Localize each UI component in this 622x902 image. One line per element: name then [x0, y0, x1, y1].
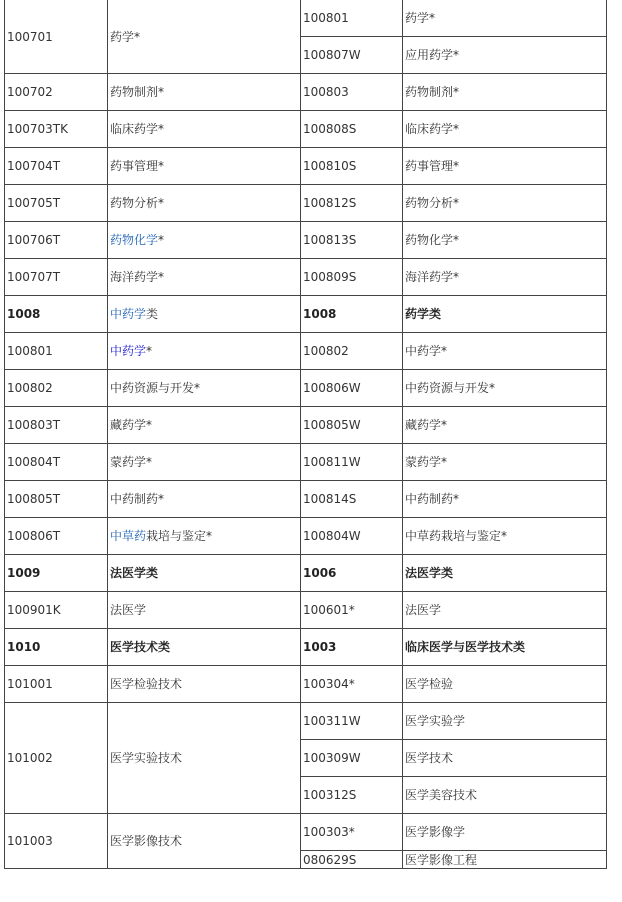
- new-code-cell: 100806T: [5, 518, 108, 555]
- major-suffix: 栽培与鉴定*: [146, 529, 213, 543]
- old-major-cell: 医学影像工程: [403, 851, 607, 869]
- old-code-cell: 100811W: [301, 444, 403, 481]
- new-code-cell: 100805T: [5, 481, 108, 518]
- old-category-code: 1006: [301, 555, 403, 592]
- major-link[interactable]: 中草药: [110, 529, 147, 543]
- old-major-cell: 医学影像学: [403, 814, 607, 851]
- old-major-cell: 药事管理*: [403, 148, 607, 185]
- new-category-code: 1010: [5, 629, 108, 666]
- table-row: [5, 592, 607, 629]
- table-row: [5, 111, 607, 148]
- major-link[interactable]: 药物化学: [110, 233, 159, 247]
- major-suffix: *: [146, 344, 153, 358]
- old-category-code: 1003: [301, 629, 403, 666]
- old-category-name: 药学类: [403, 296, 607, 333]
- table-row: [5, 185, 607, 222]
- new-category-name: 医学技术类: [108, 629, 301, 666]
- category-suffix: 类: [146, 307, 159, 321]
- new-major-cell: 中药资源与开发*: [108, 370, 301, 407]
- old-code-cell: 100309W: [301, 740, 403, 777]
- table-row: [5, 481, 607, 518]
- old-code-cell: 100804W: [301, 518, 403, 555]
- major-comparison-table: [4, 0, 607, 869]
- new-major-cell: 中药制药*: [108, 481, 301, 518]
- category-row: [5, 555, 607, 592]
- old-category-name: 临床医学与医学技术类: [403, 629, 607, 666]
- table-row: [5, 74, 607, 111]
- old-code-cell: 100812S: [301, 185, 403, 222]
- old-major-cell: 临床药学*: [403, 111, 607, 148]
- new-major-cell: 医学影像技术: [108, 814, 301, 869]
- old-major-cell: 医学美容技术: [403, 777, 607, 814]
- table-row: [5, 0, 607, 37]
- table-row: [5, 814, 607, 851]
- old-code-cell: 100802: [301, 333, 403, 370]
- old-major-cell: 药物制剂*: [403, 74, 607, 111]
- new-major-cell: 药物制剂*: [108, 74, 301, 111]
- new-major-cell: [108, 222, 301, 259]
- new-category-code: 1009: [5, 555, 108, 592]
- new-major-cell: 医学实验技术: [108, 703, 301, 814]
- old-major-cell: 药物化学*: [403, 222, 607, 259]
- old-major-cell: 海洋药学*: [403, 259, 607, 296]
- new-major-cell: 蒙药学*: [108, 444, 301, 481]
- old-code-cell: 100801: [301, 0, 403, 37]
- old-code-cell: 100809S: [301, 259, 403, 296]
- new-major-cell: 药事管理*: [108, 148, 301, 185]
- new-code-cell: 100802: [5, 370, 108, 407]
- new-code-cell: 101003: [5, 814, 108, 869]
- category-row: [5, 629, 607, 666]
- old-major-cell: 药学*: [403, 0, 607, 37]
- old-major-cell: 应用药学*: [403, 37, 607, 74]
- new-code-cell: 100801: [5, 333, 108, 370]
- old-major-cell: 蒙药学*: [403, 444, 607, 481]
- new-major-cell: [108, 518, 301, 555]
- major-suffix: *: [158, 233, 165, 247]
- old-major-cell: 中草药栽培与鉴定*: [403, 518, 607, 555]
- new-major-cell: 法医学: [108, 592, 301, 629]
- category-link[interactable]: 中药学: [110, 307, 147, 321]
- old-code-cell: 100807W: [301, 37, 403, 74]
- new-code-cell: 100705T: [5, 185, 108, 222]
- old-category-code: 1008: [301, 296, 403, 333]
- table-row: [5, 333, 607, 370]
- old-major-cell: 医学检验: [403, 666, 607, 703]
- table-row: [5, 407, 607, 444]
- new-category-name: [108, 296, 301, 333]
- table-row: [5, 370, 607, 407]
- new-code-cell: 101001: [5, 666, 108, 703]
- new-category-name: 法医学类: [108, 555, 301, 592]
- old-code-cell: 100814S: [301, 481, 403, 518]
- new-code-cell: 100804T: [5, 444, 108, 481]
- new-code-cell: 100703TK: [5, 111, 108, 148]
- new-major-cell: [108, 333, 301, 370]
- new-major-cell: 药物分析*: [108, 185, 301, 222]
- category-row: [5, 296, 607, 333]
- new-major-cell: 药学*: [108, 0, 301, 74]
- new-major-cell: 医学检验技术: [108, 666, 301, 703]
- table-row: [5, 703, 607, 740]
- old-major-cell: 中药资源与开发*: [403, 370, 607, 407]
- old-major-cell: 医学技术: [403, 740, 607, 777]
- major-link[interactable]: 中药学: [110, 344, 147, 358]
- old-code-cell: 100813S: [301, 222, 403, 259]
- old-code-cell: 100303*: [301, 814, 403, 851]
- old-major-cell: 医学实验学: [403, 703, 607, 740]
- old-code-cell: 080629S: [301, 851, 403, 869]
- table-row: [5, 222, 607, 259]
- table-row: [5, 518, 607, 555]
- table-row: [5, 444, 607, 481]
- old-code-cell: 100803: [301, 74, 403, 111]
- old-major-cell: 中药学*: [403, 333, 607, 370]
- new-code-cell: 100707T: [5, 259, 108, 296]
- old-major-cell: 法医学: [403, 592, 607, 629]
- old-major-cell: 药物分析*: [403, 185, 607, 222]
- new-code-cell: 100803T: [5, 407, 108, 444]
- old-code-cell: 100312S: [301, 777, 403, 814]
- old-code-cell: 100304*: [301, 666, 403, 703]
- table-row: [5, 148, 607, 185]
- table-row: [5, 666, 607, 703]
- new-code-cell: 101002: [5, 703, 108, 814]
- new-code-cell: 100701: [5, 0, 108, 74]
- new-code-cell: 100704T: [5, 148, 108, 185]
- new-category-code: 1008: [5, 296, 108, 333]
- old-code-cell: 100311W: [301, 703, 403, 740]
- old-major-cell: 中药制药*: [403, 481, 607, 518]
- old-category-name: 法医学类: [403, 555, 607, 592]
- old-code-cell: 100806W: [301, 370, 403, 407]
- old-code-cell: 100810S: [301, 148, 403, 185]
- old-major-cell: 藏药学*: [403, 407, 607, 444]
- new-major-cell: 海洋药学*: [108, 259, 301, 296]
- old-code-cell: 100601*: [301, 592, 403, 629]
- old-code-cell: 100808S: [301, 111, 403, 148]
- table-row: [5, 259, 607, 296]
- new-code-cell: 100702: [5, 74, 108, 111]
- new-code-cell: 100901K: [5, 592, 108, 629]
- new-major-cell: 藏药学*: [108, 407, 301, 444]
- new-major-cell: 临床药学*: [108, 111, 301, 148]
- new-code-cell: 100706T: [5, 222, 108, 259]
- old-code-cell: 100805W: [301, 407, 403, 444]
